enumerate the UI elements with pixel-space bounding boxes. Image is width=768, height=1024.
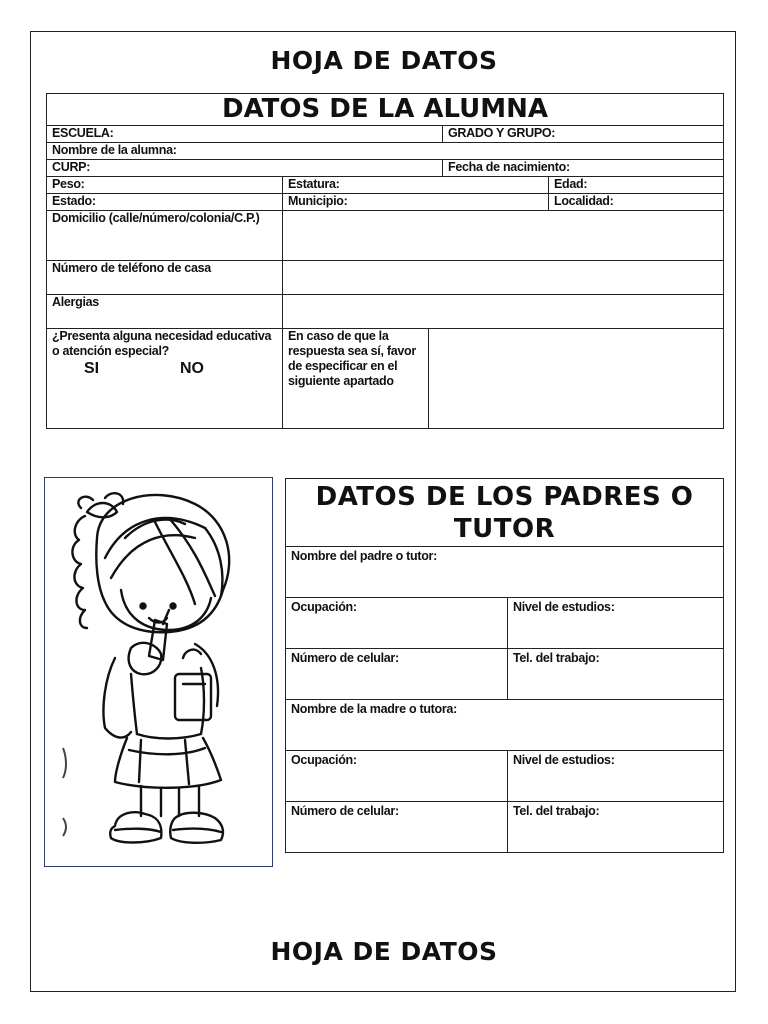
parents-data-table — [285, 478, 724, 853]
locality-field[interactable]: Localidad: — [549, 194, 724, 211]
mother-work-phone-field[interactable]: Tel. del trabajo: — [508, 802, 724, 853]
father-occupation-field[interactable]: Ocupación: — [286, 598, 508, 649]
municipality-field[interactable]: Municipio: — [283, 194, 549, 211]
state-field[interactable]: Estado: — [47, 194, 283, 211]
curp-field[interactable]: CURP: — [47, 160, 443, 177]
student-data-table — [46, 93, 724, 429]
special-needs-detail-field[interactable] — [429, 329, 724, 429]
special-needs-question: ¿Presenta alguna necesidad educativa o atención especial? — [52, 329, 272, 358]
allergies-label: Alergias — [47, 295, 283, 329]
father-work-phone-field[interactable]: Tel. del trabajo: — [508, 649, 724, 700]
father-cell-field[interactable]: Número de celular: — [286, 649, 508, 700]
home-phone-label: Número de teléfono de casa — [47, 261, 283, 295]
school-field[interactable]: ESCUELA: — [47, 126, 443, 143]
mother-education-field[interactable]: Nivel de estudios: — [508, 751, 724, 802]
no-option[interactable]: NO — [180, 360, 204, 377]
mother-name-field[interactable]: Nombre de la madre o tutora: — [286, 700, 724, 751]
allergies-field[interactable] — [283, 295, 724, 329]
girl-illustration — [44, 477, 273, 867]
weight-field[interactable]: Peso: — [47, 177, 283, 194]
page-title: HOJA DE DATOS — [270, 46, 498, 75]
father-name-field[interactable]: Nombre del padre o tutor: — [286, 547, 724, 598]
special-needs-cell — [47, 329, 283, 429]
girl-drinking-juice-icon — [45, 478, 271, 865]
parents-section-title: DATOS DE LOS PADRES O TUTOR — [286, 479, 724, 547]
mother-cell-field[interactable]: Número de celular: — [286, 802, 508, 853]
yes-option[interactable]: SI — [84, 360, 100, 377]
address-label: Domicilio (calle/número/colonia/C.P.) — [47, 211, 283, 261]
student-name-field[interactable]: Nombre de la alumna: — [47, 143, 724, 160]
student-section-title: DATOS DE LA ALUMNA — [47, 94, 724, 126]
age-field[interactable]: Edad: — [549, 177, 724, 194]
page-footer-title: HOJA DE DATOS — [270, 937, 498, 966]
mother-occupation-field[interactable]: Ocupación: — [286, 751, 508, 802]
height-field[interactable]: Estatura: — [283, 177, 549, 194]
grade-group-field[interactable]: GRADO Y GRUPO: — [443, 126, 724, 143]
home-phone-field[interactable] — [283, 261, 724, 295]
address-field[interactable] — [283, 211, 724, 261]
father-education-field[interactable]: Nivel de estudios: — [508, 598, 724, 649]
specify-note: En caso de que la respuesta sea sí, favor de especificar en el siguiente apartado — [283, 329, 429, 429]
birth-date-field[interactable]: Fecha de nacimiento: — [443, 160, 724, 177]
